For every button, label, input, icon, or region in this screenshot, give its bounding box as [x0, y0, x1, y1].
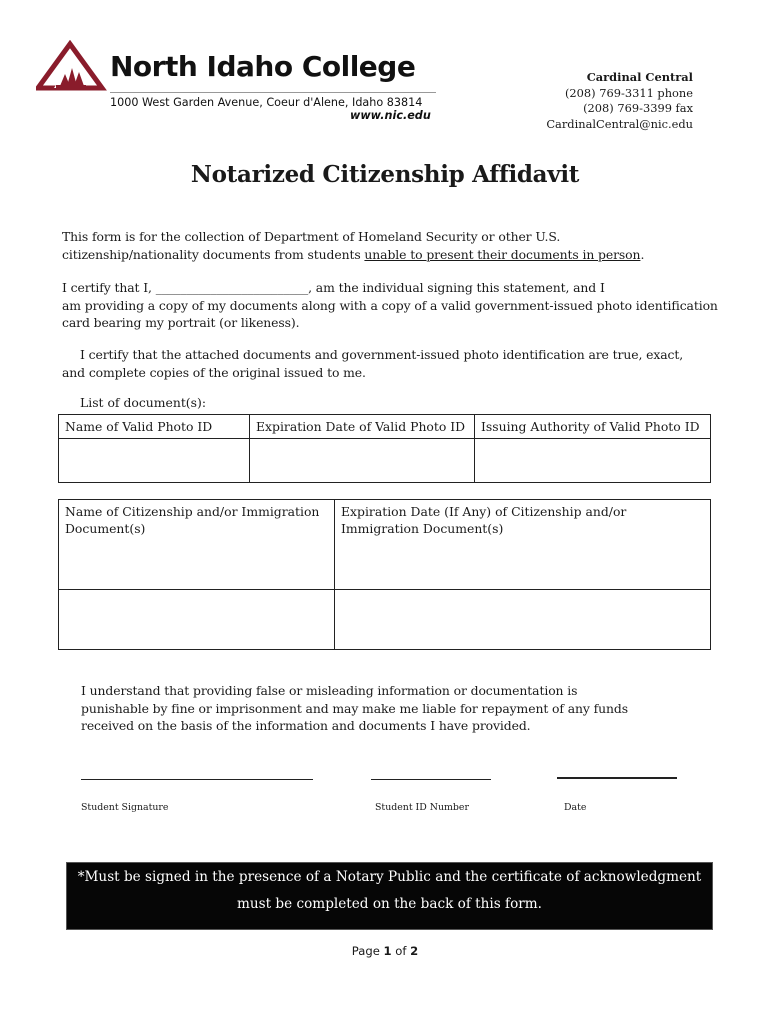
understand-line-3: received on the basis of the information and documents I have provided.	[81, 718, 531, 733]
notary-line-1: *Must be signed in the presence of a Notary Public and the certificate of acknowledgment	[77, 869, 702, 885]
page-number: Page 1 of 2	[351, 944, 419, 958]
college-name: North Idaho College	[110, 50, 416, 83]
table-row	[59, 500, 711, 590]
photo-id-name-cell[interactable]	[59, 439, 250, 483]
photo-id-name-header: Name of Valid Photo ID	[59, 415, 250, 439]
certify-paragraph-2	[62, 346, 722, 381]
student-id-label: Student ID Number	[375, 802, 469, 813]
photo-id-table	[58, 414, 711, 483]
date-label: Date	[564, 802, 587, 813]
letterhead	[36, 40, 446, 130]
date-line[interactable]	[557, 777, 677, 779]
citizenship-expiration-header: Expiration Date (If Any) of Citizenship and/or Immigration Document(s)	[335, 500, 711, 590]
student-signature-line[interactable]	[81, 779, 313, 780]
intro-underlined: unable to present their documents in person	[364, 246, 641, 262]
photo-id-expiration-cell[interactable]	[250, 439, 475, 483]
citizenship-name-cell[interactable]	[59, 590, 335, 650]
understand-paragraph	[81, 682, 741, 735]
student-id-line[interactable]	[371, 779, 491, 780]
citizenship-document-table	[58, 499, 711, 650]
citizenship-expiration-cell[interactable]	[335, 590, 711, 650]
notary-line-2: must be completed on the back of this form.	[237, 896, 542, 912]
mountain-logo-icon	[36, 40, 108, 92]
college-address: 1000 West Garden Avenue, Coeur d'Alene, Idaho 83814	[110, 96, 423, 109]
document-title: Notarized Citizenship Affidavit	[190, 161, 580, 188]
photo-id-expiration-header: Expiration Date of Valid Photo ID	[250, 415, 475, 439]
name-blank: _________________________	[155, 280, 309, 295]
intro-paragraph	[62, 228, 722, 263]
certify2-line-2: and complete copies of the original issued to me.	[62, 364, 366, 380]
certify2-line-1: I certify that the attached documents and government-issued photo identification are true, exact,	[80, 347, 684, 362]
table-row	[59, 415, 711, 439]
list-label: List of document(s):	[80, 395, 207, 410]
photo-id-authority-cell[interactable]	[475, 439, 711, 483]
certify-paragraph-1	[62, 279, 722, 332]
intro-line-2: citizenship/nationality documents from students unable to present their documents in person.	[62, 246, 645, 262]
photo-id-authority-header: Issuing Authority of Valid Photo ID	[475, 415, 711, 439]
intro-line-1: This form is for the collection of Department of Homeland Security or other U.S.	[62, 229, 561, 244]
understand-line-1: I understand that providing false or misleading information or documentation is	[81, 683, 578, 698]
certify1-line-1: I certify that I, _________________________, am the individual signing this statement, and I	[62, 280, 605, 295]
student-signature-label: Student Signature	[81, 802, 169, 813]
understand-line-2: punishable by fine or imprisonment and may make me liable for repayment of any funds	[81, 700, 628, 716]
notary-notice	[66, 862, 713, 930]
contact-office: Cardinal Central	[586, 70, 693, 84]
college-website: www.nic.edu	[350, 109, 431, 122]
certify1-line-3: card bearing my portrait (or likeness).	[62, 315, 300, 330]
contact-block	[546, 70, 693, 132]
table-row	[59, 439, 711, 483]
contact-fax: (208) 769-3399 fax	[583, 101, 693, 115]
contact-email: CardinalCentral@nic.edu	[546, 116, 693, 131]
certify1-line-2: am providing a copy of my documents along with a copy of a valid government-issued photo identification	[62, 297, 718, 313]
contact-phone: (208) 769-3311 phone	[564, 85, 693, 100]
letterhead-rule	[110, 92, 436, 93]
citizenship-name-header: Name of Citizenship and/or Immigration Document(s)	[59, 500, 335, 590]
table-row	[59, 590, 711, 650]
